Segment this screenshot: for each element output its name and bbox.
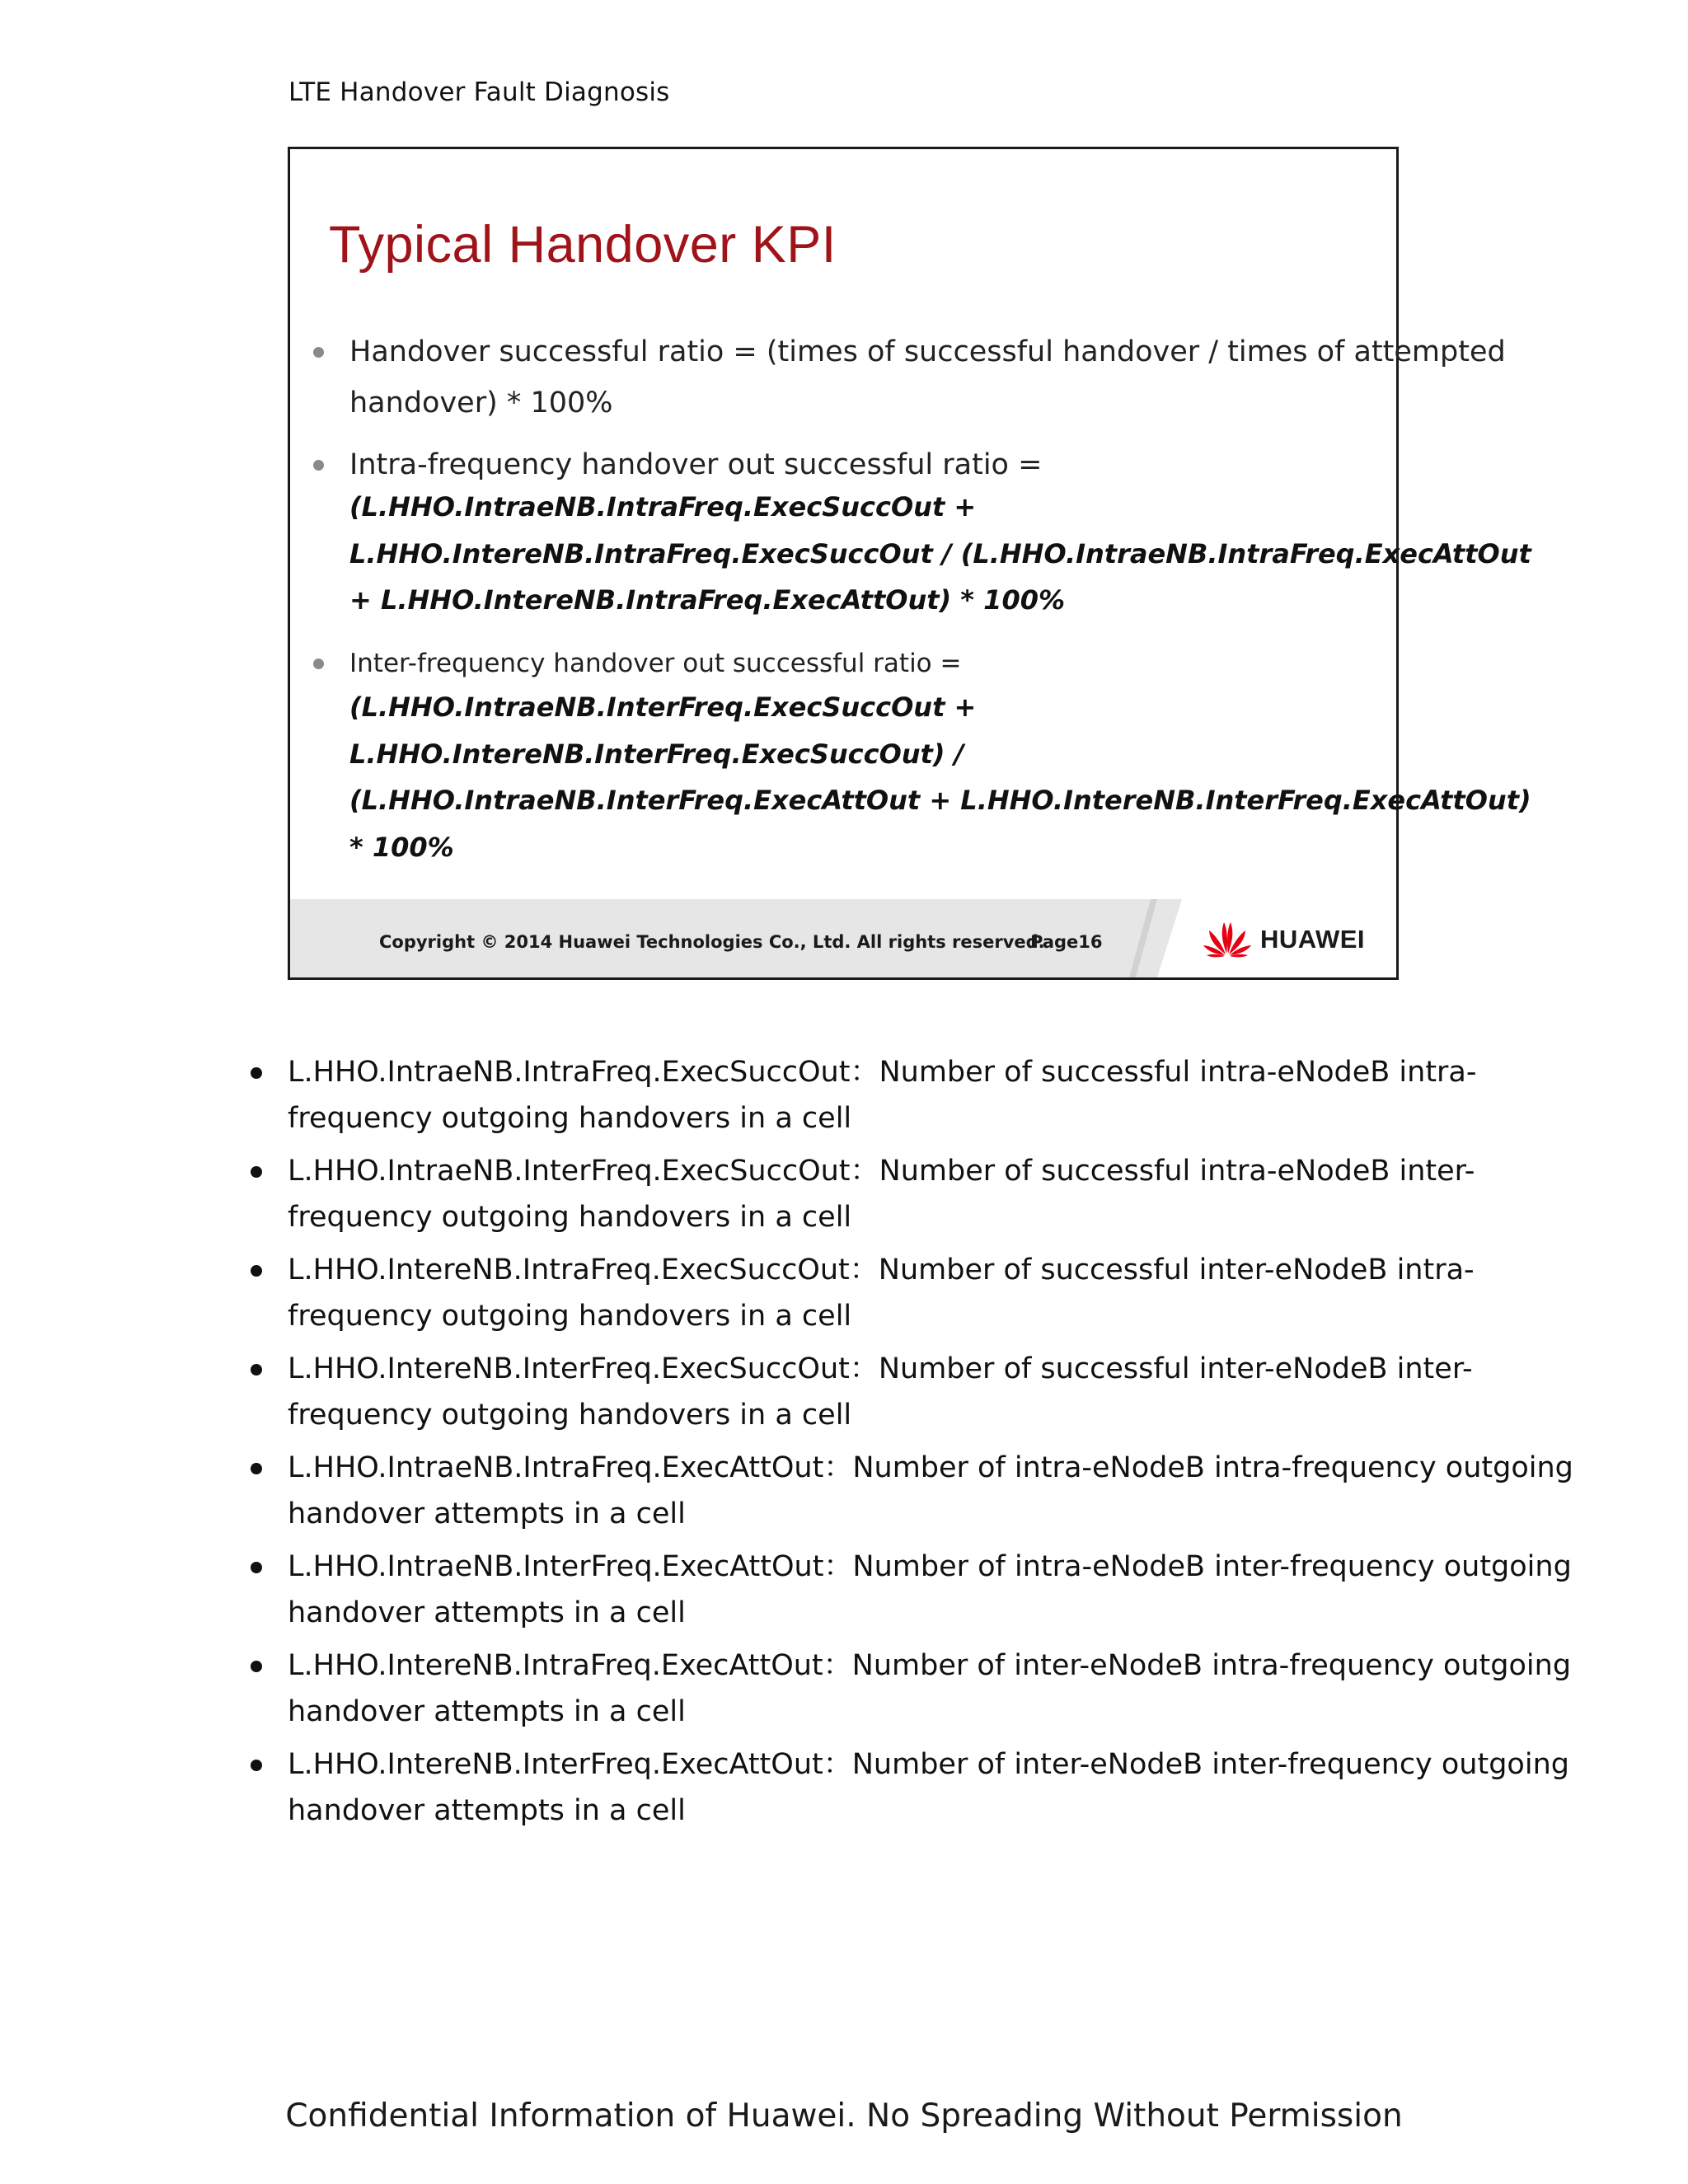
definition-text: L.HHO.IntraeNB.InterFreq.ExecAttOut：Number of intra-eNodeB inter-frequency outgoing — [288, 1550, 1572, 1583]
bullet-dot-icon — [251, 1265, 262, 1277]
copyright-text: Copyright © 2014 Huawei Technologies Co., Ltd. All rights reserved. — [379, 932, 1045, 952]
definition-text: frequency outgoing handovers in a cell — [288, 1300, 852, 1333]
huawei-logo — [1202, 917, 1375, 960]
page-number: Page16 — [1030, 932, 1103, 952]
bullet-dot-icon — [251, 1760, 262, 1771]
slide-footer — [290, 899, 1396, 977]
slide-formula-line: * 100% — [349, 831, 454, 863]
bullet-dot-icon — [251, 1364, 262, 1376]
definition-text: handover attempts in a cell — [288, 1497, 686, 1530]
slide-bullet — [349, 439, 1531, 624]
slide-formula-line: L.HHO.IntereNB.IntraFreq.ExecSuccOut / (L.HHO.IntraeNB.IntraFreq.ExecAttOut — [349, 537, 1531, 569]
slide-bullet — [349, 638, 1531, 870]
definition-item — [288, 1346, 1473, 1438]
definition-item — [288, 1643, 1572, 1735]
definition-item — [288, 1049, 1477, 1141]
definition-text: L.HHO.IntereNB.IntraFreq.ExecSuccOut：Number of successful inter-eNodeB intra- — [288, 1254, 1475, 1286]
logo-wordmark: HUAWEI — [1260, 925, 1365, 954]
confidential-footer: Confidential Information of Huawei. No Spreading Without Permission — [285, 2097, 1403, 2135]
bullet-dot-icon — [251, 1463, 262, 1474]
definition-item — [288, 1544, 1572, 1636]
slide-formula-line: + L.HHO.IntereNB.IntraFreq.ExecAttOut) * 100% — [349, 584, 1066, 616]
slide-bullet-text: handover) * 100% — [349, 387, 613, 419]
slide-bullet — [349, 326, 1506, 429]
bullet-dot-icon — [251, 1562, 262, 1573]
definition-text: L.HHO.IntereNB.IntraFreq.ExecAttOut：Number of inter-eNodeB intra-frequency outgoing — [288, 1649, 1572, 1682]
bullet-dot-icon — [251, 1067, 262, 1079]
definition-item — [288, 1148, 1475, 1240]
definition-text: handover attempts in a cell — [288, 1596, 686, 1629]
bullet-dot-icon — [313, 460, 324, 471]
definition-text: frequency outgoing handovers in a cell — [288, 1102, 852, 1135]
slide-bullet-text: Inter-frequency handover out successful ratio = — [349, 649, 962, 678]
slide-frame — [288, 147, 1531, 980]
definition-text: L.HHO.IntraeNB.IntraFreq.ExecAttOut：Number of intra-eNodeB intra-frequency outgoing — [288, 1451, 1573, 1484]
slide-title: Typical Handover KPI — [329, 216, 837, 274]
definition-text: handover attempts in a cell — [288, 1695, 686, 1728]
definition-text: L.HHO.IntraeNB.InterFreq.ExecSuccOut：Number of successful intra-eNodeB inter- — [288, 1155, 1475, 1188]
bullet-dot-icon — [313, 658, 324, 669]
huawei-flower-icon — [1202, 917, 1253, 958]
definition-text: L.HHO.IntereNB.InterFreq.ExecSuccOut：Number of successful inter-eNodeB inter- — [288, 1352, 1473, 1385]
bullet-dot-icon — [251, 1661, 262, 1672]
document-header: LTE Handover Fault Diagnosis — [288, 77, 670, 107]
footer-stripe — [1129, 899, 1157, 977]
definition-item — [288, 1741, 1569, 1834]
slide-formula-line: (L.HHO.IntraeNB.InterFreq.ExecSuccOut + — [349, 691, 977, 723]
slide-formula-line: L.HHO.IntereNB.InterFreq.ExecSuccOut) / — [349, 738, 964, 770]
definition-item — [288, 1445, 1573, 1537]
definition-text: L.HHO.IntereNB.InterFreq.ExecAttOut：Number of inter-eNodeB inter-frequency outgoing — [288, 1748, 1569, 1781]
slide-formula-line: (L.HHO.IntraeNB.IntraFreq.ExecSuccOut + — [349, 491, 977, 523]
bullet-dot-icon — [313, 347, 324, 358]
slide-bullet-text: Handover successful ratio = (times of successful handover / times of attempted — [349, 335, 1506, 368]
slide-formula-line: (L.HHO.IntraeNB.InterFreq.ExecAttOut + L.HHO.IntereNB.InterFreq.ExecAttOut) — [349, 785, 1531, 816]
definition-text: L.HHO.IntraeNB.IntraFreq.ExecSuccOut：Number of successful intra-eNodeB intra- — [288, 1056, 1477, 1089]
definition-text: frequency outgoing handovers in a cell — [288, 1201, 852, 1234]
definition-text: frequency outgoing handovers in a cell — [288, 1399, 852, 1432]
definition-item — [288, 1247, 1475, 1339]
slide-bullet-text: Intra-frequency handover out successful ratio = — [349, 448, 1043, 481]
definition-text: handover attempts in a cell — [288, 1794, 686, 1827]
bullet-dot-icon — [251, 1166, 262, 1178]
